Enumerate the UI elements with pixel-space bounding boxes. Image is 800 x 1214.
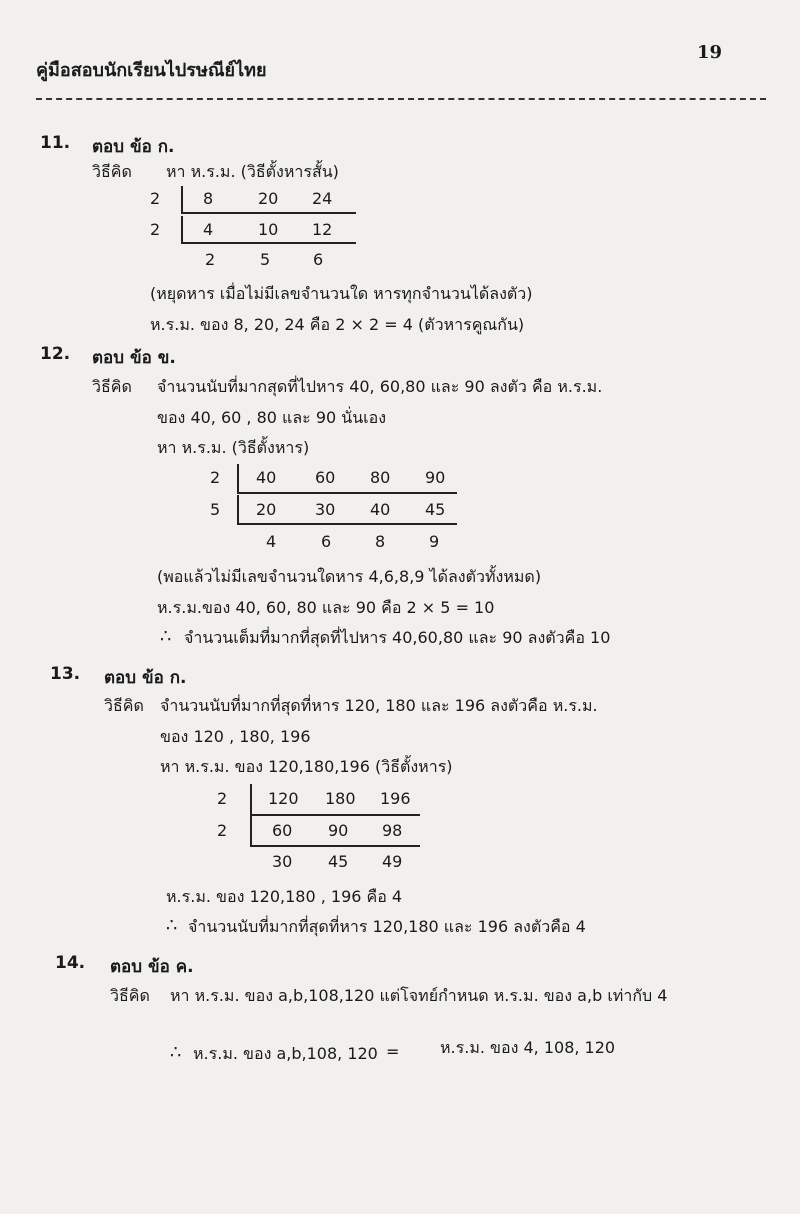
- q12-cell: 40: [370, 500, 391, 519]
- q13-result: 49: [382, 852, 403, 871]
- q12-line2: ของ 40, 60 , 80 และ 90 นั่นเอง: [157, 408, 387, 427]
- q12-cell: 90: [425, 468, 446, 487]
- q12-therefore-text: จำนวนเต็มที่มากที่สุดที่ไปหาร 40,60,80 และ 90 ลงตัวคือ 10: [184, 628, 611, 647]
- q12-therefore-icon: ∴: [160, 626, 172, 647]
- q13-division-bar: [250, 815, 252, 845]
- q11-note: (หยุดหาร เมื่อไม่มีเลขจำนวนใด หารทุกจำนวนได้ลงตัว): [150, 284, 533, 303]
- q13-result: 30: [272, 852, 293, 871]
- q11-cell: 24: [312, 189, 333, 208]
- q11-division-bar: [181, 216, 183, 242]
- q11-cell: 8: [203, 189, 214, 208]
- q12-cell: 45: [425, 500, 446, 519]
- q14-number: 14.: [55, 953, 86, 973]
- q14-eq-sign: =: [386, 1042, 400, 1061]
- q14-line1: หา ห.ร.ม. ของ a,b,108,120 แต่โจทย์กำหนด ห.ร.ม. ของ a,b เท่ากับ 4: [170, 986, 668, 1005]
- q12-result: 6: [321, 532, 332, 551]
- q12-division-bar: [237, 464, 239, 492]
- q12-line1: จำนวนนับที่มากสุดที่ไปหาร 40, 60,80 และ 90 ลงตัว คือ ห.ร.ม.: [157, 377, 603, 396]
- q13-division-bar: [250, 784, 252, 814]
- q13-therefore-text: จำนวนนับที่มากที่สุดที่หาร 120,180 และ 196 ลงตัวคือ 4: [188, 917, 586, 936]
- q11-number: 11.: [40, 133, 71, 153]
- q13-line1: จำนวนนับที่มากที่สุดที่หาร 120, 180 และ 196 ลงตัวคือ ห.ร.ม.: [160, 696, 598, 715]
- q12-cell: 60: [315, 468, 336, 487]
- q11-cell: 4: [203, 220, 214, 239]
- q14-eq-right: ห.ร.ม. ของ 4, 108, 120: [440, 1038, 616, 1057]
- q12-cell: 20: [256, 500, 277, 519]
- q13-answer: ตอบ ข้อ ก.: [104, 668, 187, 688]
- q13-division-line: [250, 814, 420, 816]
- q12-division-line: [237, 492, 457, 494]
- q12-method-label: วิธีคิด: [92, 377, 132, 396]
- q12-cell: 30: [315, 500, 336, 519]
- q12-conclusion: ห.ร.ม.ของ 40, 60, 80 และ 90 คือ 2 × 5 = 10: [157, 598, 495, 617]
- q12-divisor-1: 2: [210, 468, 221, 487]
- header-title: คู่มือสอบนักเรียนไปรษณีย์ไทย: [36, 60, 267, 81]
- q13-conclusion: ห.ร.ม. ของ 120,180 , 196 คือ 4: [166, 887, 403, 906]
- q12-result: 9: [429, 532, 440, 551]
- q11-cell: 20: [258, 189, 279, 208]
- q12-result: 4: [266, 532, 277, 551]
- q13-cell: 180: [325, 789, 356, 808]
- q13-method-label: วิธีคิด: [104, 696, 144, 715]
- q12-line3: หา ห.ร.ม. (วิธีตั้งหาร): [157, 438, 310, 457]
- page-number: 19: [697, 42, 723, 63]
- q13-number: 13.: [50, 664, 81, 684]
- q13-cell: 60: [272, 821, 293, 840]
- q11-result: 2: [205, 250, 216, 269]
- q14-eq-left: ห.ร.ม. ของ a,b,108, 120: [193, 1044, 378, 1063]
- header-divider: [36, 98, 766, 100]
- q11-result: 5: [260, 250, 271, 269]
- q11-divisor-2: 2: [150, 220, 161, 239]
- q12-divisor-2: 5: [210, 500, 221, 519]
- q14-answer: ตอบ ข้อ ค.: [110, 957, 194, 977]
- q12-division-bar: [237, 495, 239, 523]
- q11-cell: 12: [312, 220, 333, 239]
- q13-divisor-2: 2: [217, 821, 228, 840]
- q11-cell: 10: [258, 220, 279, 239]
- q13-division-line: [250, 845, 420, 847]
- q13-result: 45: [328, 852, 349, 871]
- q13-divisor-1: 2: [217, 789, 228, 808]
- q11-result: 6: [313, 250, 324, 269]
- q11-answer: ตอบ ข้อ ก.: [92, 137, 175, 157]
- q11-method-label: วิธีคิด: [92, 162, 132, 181]
- q12-cell: 80: [370, 468, 391, 487]
- q11-conclusion: ห.ร.ม. ของ 8, 20, 24 คือ 2 × 2 = 4 (ตัวหารคูณกัน): [150, 315, 525, 334]
- q12-note: (พอแล้วไม่มีเลขจำนวนใดหาร 4,6,8,9 ได้ลงตัวทั้งหมด): [157, 567, 542, 586]
- q11-method-text: หา ห.ร.ม. (วิธีตั้งหารสั้น): [166, 162, 339, 181]
- q12-answer: ตอบ ข้อ ข.: [92, 348, 176, 368]
- q12-division-line: [237, 523, 457, 525]
- q14-method-label: วิธีคิด: [110, 986, 150, 1005]
- q11-division-line: [181, 212, 356, 214]
- q12-cell: 40: [256, 468, 277, 487]
- q13-line3: หา ห.ร.ม. ของ 120,180,196 (วิธีตั้งหาร): [160, 757, 453, 776]
- q13-therefore-icon: ∴: [166, 915, 178, 936]
- q14-therefore-icon: ∴: [170, 1042, 182, 1063]
- q13-cell: 196: [380, 789, 411, 808]
- q12-result: 8: [375, 532, 386, 551]
- q13-cell: 90: [328, 821, 349, 840]
- q13-cell: 98: [382, 821, 403, 840]
- q11-division-bar: [181, 186, 183, 212]
- q11-division-line: [181, 242, 356, 244]
- q13-line2: ของ 120 , 180, 196: [160, 727, 311, 746]
- q11-divisor-1: 2: [150, 189, 161, 208]
- q13-cell: 120: [268, 789, 299, 808]
- q12-number: 12.: [40, 344, 71, 364]
